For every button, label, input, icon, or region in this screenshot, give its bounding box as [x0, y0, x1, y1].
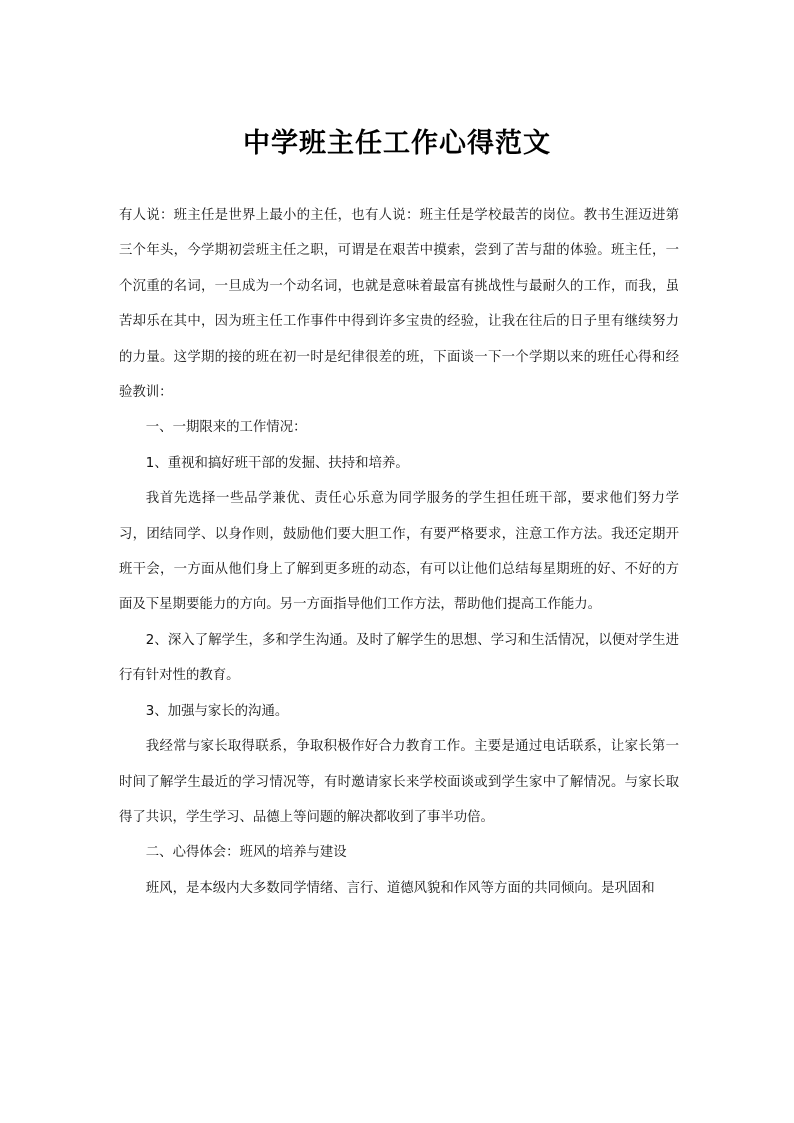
paragraph-class-cadres: 我首先选择一些品学兼优、责任心乐意为同学服务的学生担任班干部，要求他们努力学习，团结同学、以身作则，鼓励他们要大胆工作，有要严格要求，注意工作方法。我还定期开班干会，一方面从他们身上了解到更多班的动态，有可以让他们总结每星期班的好、不好的方面及下星期要能力的方向。另一方面指导他们工作方法，帮助他们提高工作能力。: [119, 491, 679, 613]
paragraph-parent-communication: 我经常与家长取得联系，争取积极作好合力教育工作。主要是通过电话联系，让家长第一时间了解学生最近的学习情况等，有时邀请家长来学校面谈或到学生家中了解情况。与家长取得了共识，学生学习、品德上等问题的解决都收到了事半功倍。: [119, 739, 679, 825]
section-heading-experience: 二、心得体会：班风的培养与建设: [145, 845, 347, 861]
list-item-parent-communication: 3、加强与家长的沟通。: [145, 703, 289, 719]
document-title: 中学班主任工作心得范文: [243, 128, 551, 159]
paragraph-intro: 有人说：班主任是世界上最小的主任，也有人说：班主任是学校最苦的岗位。教书生涯迈进第三个年头，今学期初尝班主任之职，可谓是在艰苦中摸索，尝到了苦与甜的体验。班主任，一个沉重的名词，一旦成为一个动名词，也就是意味着最富有挑战性与最耐久的工作，而我，虽苦却乐在其中，因为班主任工作事件中得到许多宝贵的经验，让我在往后的日子里有继续努力的力量。这学期的接的班在初一时是纪律很差的班，下面谈一下一个学期以来的班任心得和经验教训：: [119, 208, 679, 401]
list-item-class-cadres: 1、重视和搞好班干部的发掘、扶持和培养。: [145, 455, 409, 471]
section-heading-work-situation: 一、一期限来的工作情况：: [145, 420, 307, 436]
document-body: [119, 198, 679, 906]
list-item-understand-students: 2、深入了解学生，多和学生沟通。及时了解学生的思想、学习和生活情况，以便对学生进行有针对性的教育。: [119, 632, 679, 684]
paragraph-class-style: 班风，是本级内大多数同学情绪、言行、道德风貌和作风等方面的共同倾向。是巩固和: [145, 880, 655, 896]
